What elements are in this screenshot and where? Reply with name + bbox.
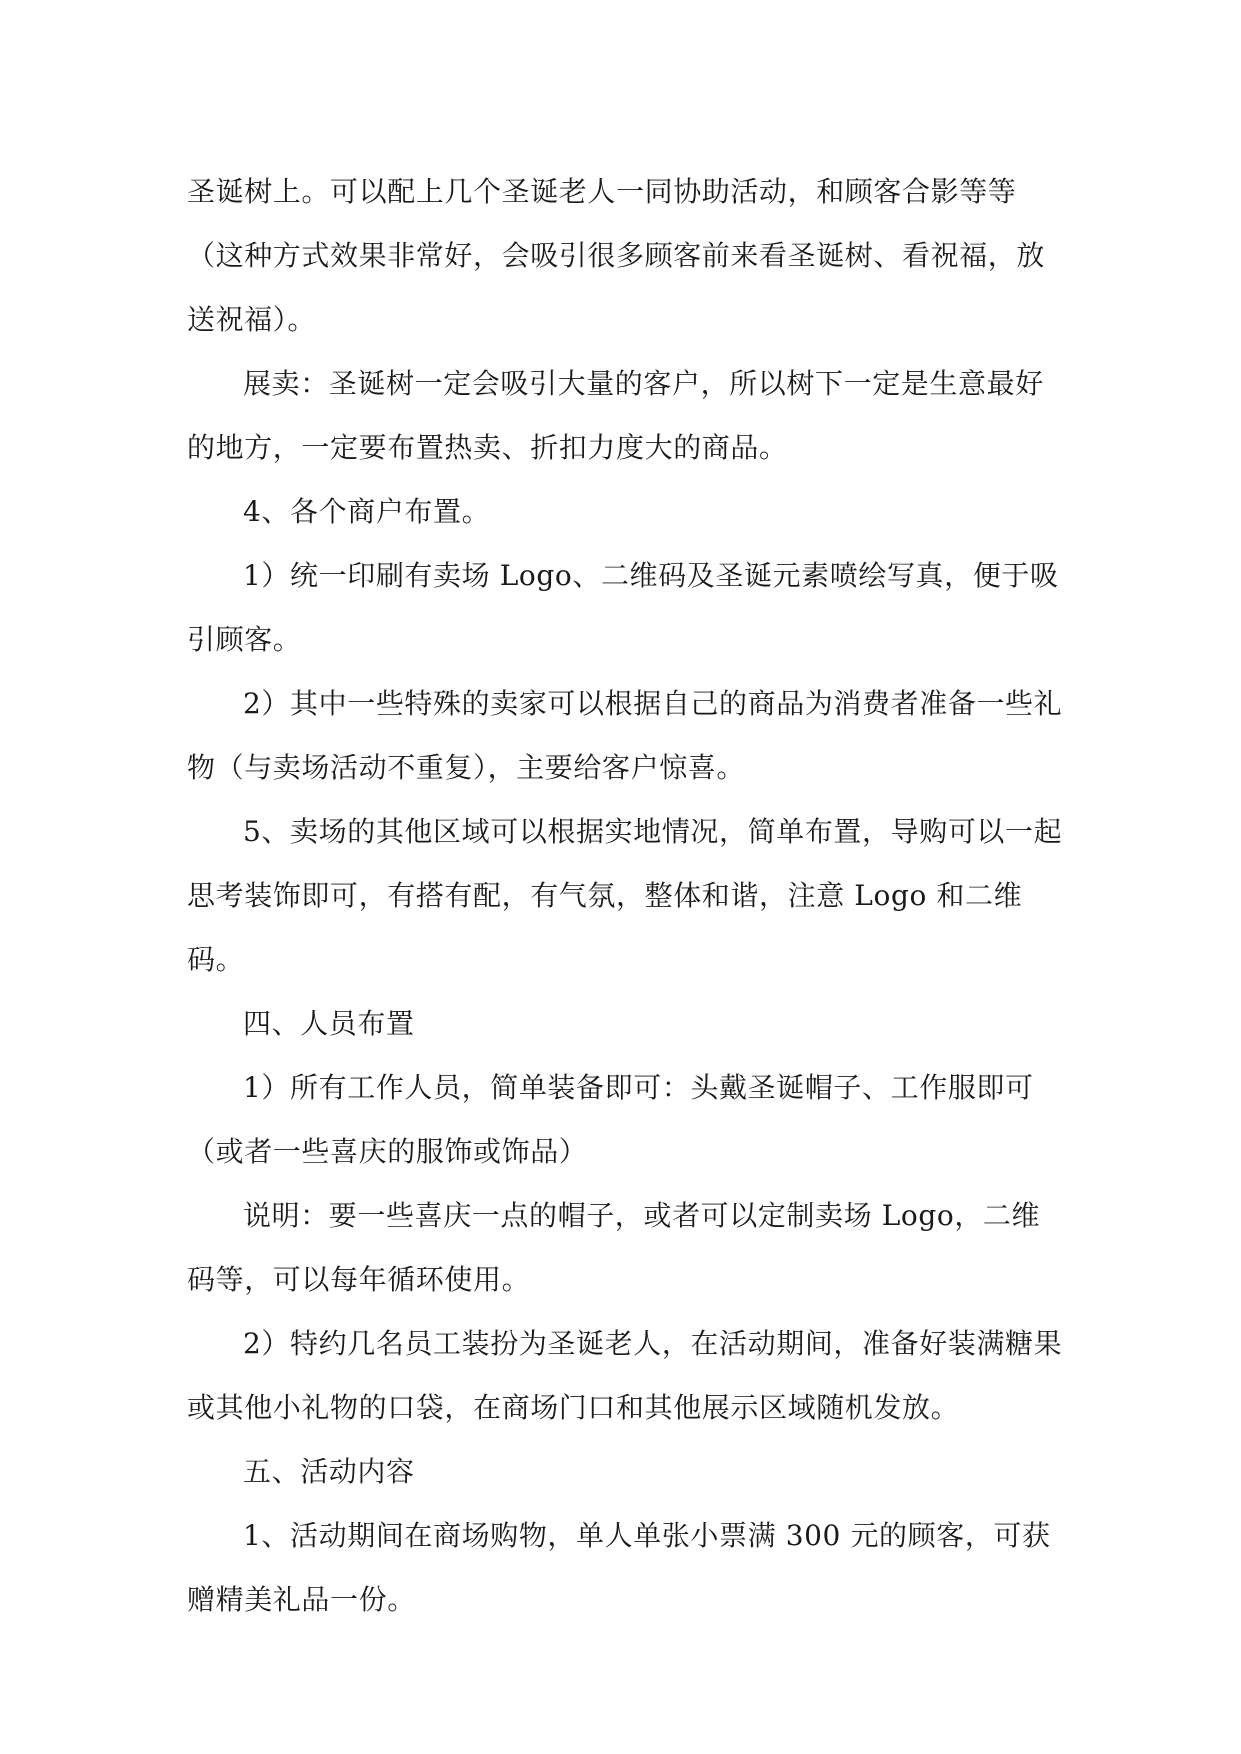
section-item: 4、各个商户布置。 [243, 495, 491, 528]
list-item: 1）统一印刷有卖场 Logo、二维码及圣诞元素喷绘写真，便于吸引顾客。 [187, 559, 1059, 656]
list-item: 2）其中一些特殊的卖家可以根据自己的商品为消费者准备一些礼物（与卖场活动不重复），主要给客户惊喜。 [187, 687, 1063, 784]
paragraph: 圣诞树上。可以配上几个圣诞老人一同协助活动，和顾客合影等等（这种方式效果非常好，会吸引很多顾客前来看圣诞树、看祝福，放送祝福）。 [187, 175, 1046, 336]
section-heading: 五、活动内容 [243, 1455, 415, 1488]
section-heading: 四、人员布置 [243, 1007, 415, 1040]
note-paragraph: 说明：要一些喜庆一点的帽子，或者可以定制卖场 Logo，二维码等，可以每年循环使用。 [187, 1199, 1041, 1296]
document-body [187, 160, 1065, 1632]
paragraph: 展卖：圣诞树一定会吸引大量的客户，所以树下一定是生意最好的地方，一定要布置热卖、折扣力度大的商品。 [187, 367, 1044, 464]
list-item: 1）所有工作人员，简单装备即可：头戴圣诞帽子、工作服即可（或者一些喜庆的服饰或饰品） [187, 1071, 1034, 1168]
list-item: 2）特约几名员工装扮为圣诞老人，在活动期间，准备好装满糖果或其他小礼物的口袋，在商场门口和其他展示区域随机发放。 [187, 1327, 1063, 1424]
list-item: 1、活动期间在商场购物，单人单张小票满 300 元的顾客，可获赠精美礼品一份。 [187, 1519, 1051, 1616]
section-item: 5、卖场的其他区域可以根据实地情况，简单布置，导购可以一起思考装饰即可，有搭有配，有气氛，整体和谐，注意 Logo 和二维码。 [187, 815, 1063, 976]
